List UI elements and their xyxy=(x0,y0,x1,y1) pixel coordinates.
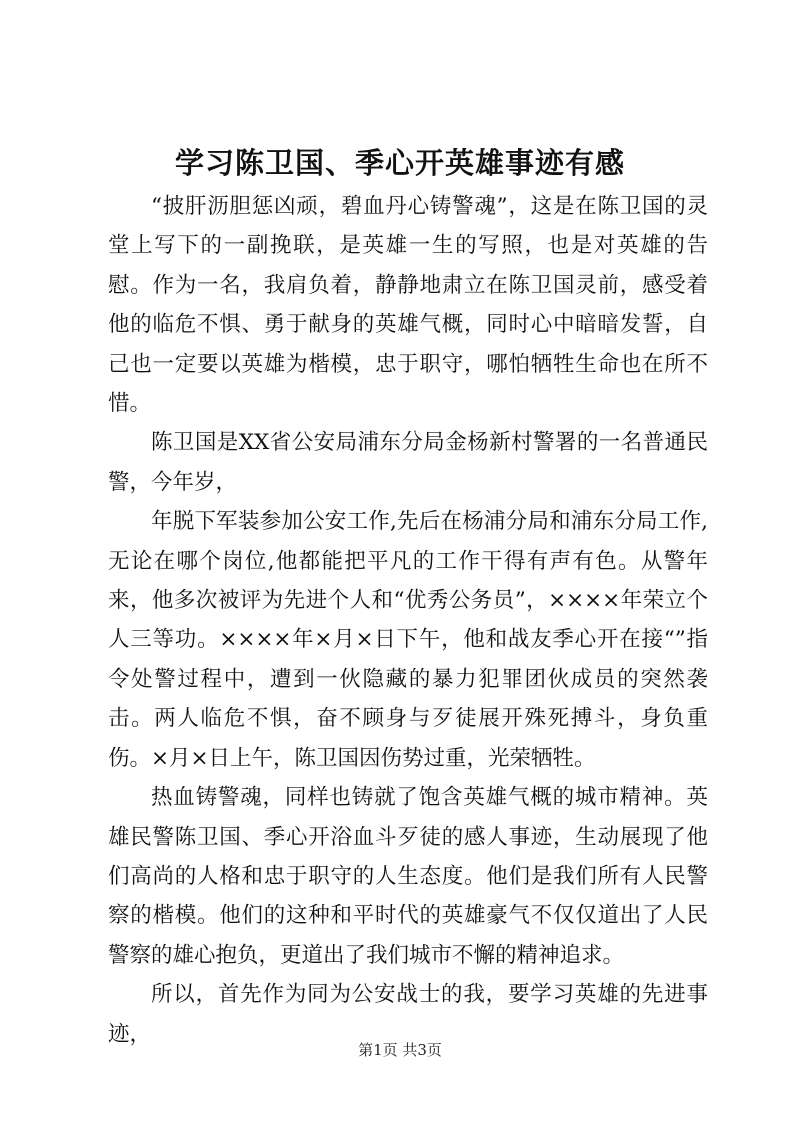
paragraph-4: 热血铸警魂，同样也铸就了饱含英雄气概的城市精神。英雄民警陈卫国、季心开浴血斗歹徒的感人事迹，生动展现了他们高尚的人格和忠于职守的人生态度。他们是我们所有人民警察的楷模。他们的这种和平时代的英雄豪气不仅仅道出了人民警察的雄心抱负，更道出了我们城市不懈的精神追求。 xyxy=(108,785,708,968)
paragraph-1: “披肝沥胆惩凶顽，碧血丹心铸警魂”，这是在陈卫国的灵堂上写下的一副挽联，是英雄一生的写照，也是对英雄的告慰。作为一名，我肩负着，静静地肃立在陈卫国灵前，感受着他的临危不惧、勇于献身的英雄气概，同时心中暗暗发誓，自己也一定要以英雄为楷模，忠于职守，哪怕牺牲生命也在所不惜。 xyxy=(108,194,708,417)
document-title: 学习陈卫国、季心开英雄事迹有感 xyxy=(174,146,625,180)
document-body xyxy=(108,187,708,1054)
paragraph-5: 所以，首先作为同为公安战士的我，要学习英雄的先进事迹， xyxy=(108,982,708,1047)
page-footer: 第1页 共3页 xyxy=(358,1041,442,1059)
paragraph-3: 年脱下军装参加公安工作,先后在杨浦分局和浦东分局工作,无论在哪个岗位,他都能把平凡的工作干得有声有色。从警年来，他多次被评为先进个人和“优秀公务员”，××××年荣立个人三等功。××××年×月×日下午，他和战友季心开在接“”指令处警过程中，遭到一伙隐藏的暴力犯罪团伙成员的突然袭击。两人临危不惧，奋不顾身与歹徒展开殊死搏斗，身负重伤。×月×日上午，陈卫国因伤势过重，光荣牺牲。 xyxy=(108,509,708,771)
paragraph-2: 陈卫国是XX省公安局浦东分局金杨新村警署的一名普通民警，今年岁， xyxy=(108,430,708,495)
